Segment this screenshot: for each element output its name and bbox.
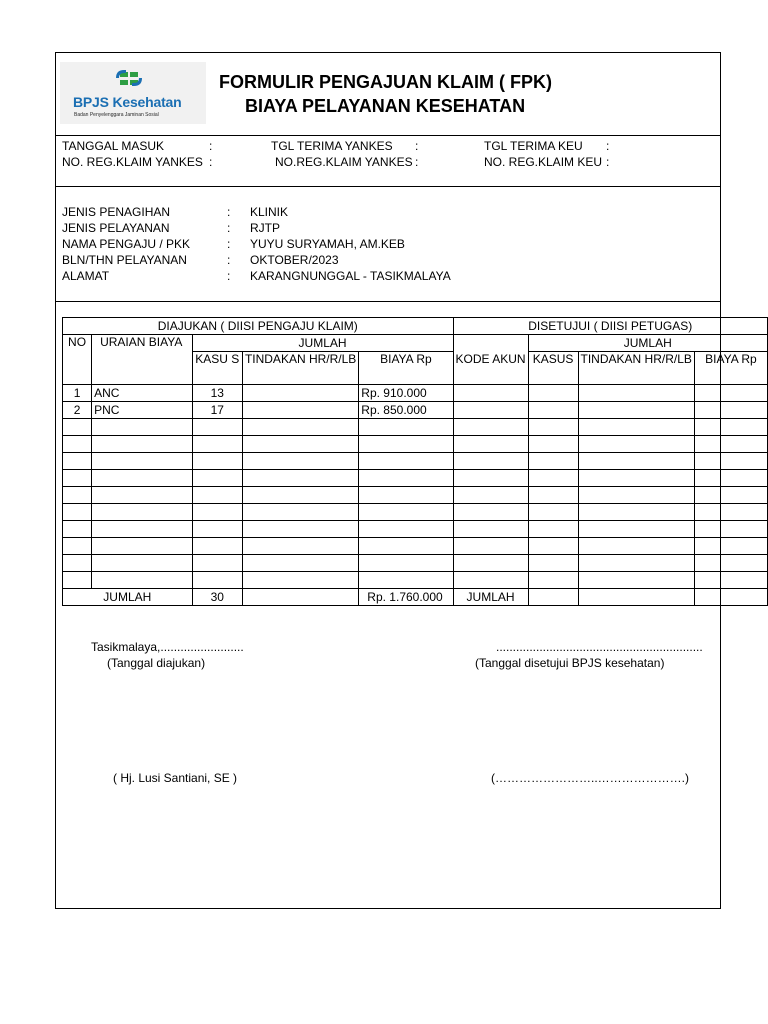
date-caption-left: (Tanggal diajukan) bbox=[107, 656, 206, 670]
info-label: JENIS PELAYANAN bbox=[62, 221, 170, 235]
empty-cell bbox=[92, 487, 193, 504]
empty-cell bbox=[242, 521, 358, 538]
table-row-empty bbox=[63, 487, 768, 504]
header-biaya-right: BIAYA Rp bbox=[694, 352, 767, 385]
cell-kode-akun bbox=[453, 385, 528, 402]
info-value-nama-pengaju: YUYU SURYAMAH, AM.KEB bbox=[250, 237, 405, 251]
empty-cell bbox=[242, 436, 358, 453]
label-tgl-terima-keu: TGL TERIMA KEU bbox=[484, 139, 583, 153]
empty-cell bbox=[528, 470, 578, 487]
header-kasus-right: KASUS bbox=[528, 352, 578, 385]
cell-tindakan-approved bbox=[578, 385, 694, 402]
table-row-empty bbox=[63, 521, 768, 538]
label-tanggal-masuk: TANGGAL MASUK bbox=[62, 139, 165, 153]
cell-uraian: ANC bbox=[92, 385, 193, 402]
empty-cell bbox=[528, 504, 578, 521]
header-kode-akun: KODE AKUN bbox=[453, 335, 528, 385]
empty-cell bbox=[453, 504, 528, 521]
empty-cell bbox=[192, 453, 242, 470]
empty-cell bbox=[359, 419, 453, 436]
empty-cell bbox=[453, 487, 528, 504]
empty-cell bbox=[359, 453, 453, 470]
empty-cell bbox=[694, 521, 767, 538]
empty-cell bbox=[242, 538, 358, 555]
form-title: FORMULIR PENGAJUAN KLAIM ( FPK) bbox=[219, 72, 552, 92]
cell-biaya-approved bbox=[694, 385, 767, 402]
empty-cell bbox=[242, 419, 358, 436]
header-uraian-biaya: URAIAN BIAYA bbox=[92, 335, 193, 385]
table-row-empty bbox=[63, 572, 768, 589]
colon: : bbox=[227, 221, 231, 235]
signer-name-left: ( Hj. Lusi Santiani, SE ) bbox=[113, 771, 238, 785]
empty-cell bbox=[242, 555, 358, 572]
empty-cell bbox=[92, 521, 193, 538]
label-no-reg-klaim-keu: NO. REG.KLAIM KEU bbox=[484, 155, 603, 169]
table-header-row bbox=[63, 335, 768, 352]
cell-no: 2 bbox=[63, 402, 92, 419]
empty-cell bbox=[359, 436, 453, 453]
form-subtitle: BIAYA PELAYANAN KESEHATAN bbox=[245, 96, 526, 116]
empty-cell bbox=[694, 572, 767, 589]
cell-no: 1 bbox=[63, 385, 92, 402]
empty-cell bbox=[242, 572, 358, 589]
empty-cell bbox=[63, 487, 92, 504]
empty-cell bbox=[359, 572, 453, 589]
colon: : bbox=[209, 155, 213, 169]
empty-cell bbox=[694, 470, 767, 487]
total-tindakan bbox=[242, 589, 358, 606]
label-tgl-terima-yankes: TGL TERIMA YANKES bbox=[271, 139, 393, 153]
cell-kode-akun bbox=[453, 402, 528, 419]
empty-cell bbox=[578, 453, 694, 470]
empty-cell bbox=[694, 487, 767, 504]
colon: : bbox=[227, 269, 231, 283]
total-kasus-approved bbox=[528, 589, 578, 606]
empty-cell bbox=[453, 453, 528, 470]
empty-cell bbox=[453, 436, 528, 453]
empty-cell bbox=[192, 470, 242, 487]
info-label: ALAMAT bbox=[62, 269, 110, 283]
table-row-empty bbox=[63, 538, 768, 555]
divider bbox=[56, 135, 720, 136]
empty-cell bbox=[453, 470, 528, 487]
table-row-empty bbox=[63, 453, 768, 470]
empty-cell bbox=[192, 436, 242, 453]
empty-cell bbox=[242, 504, 358, 521]
empty-cell bbox=[578, 538, 694, 555]
header-no: NO bbox=[63, 335, 92, 385]
table-row-empty bbox=[63, 504, 768, 521]
colon: : bbox=[227, 253, 231, 267]
total-tindakan-approved bbox=[578, 589, 694, 606]
empty-cell bbox=[694, 436, 767, 453]
table-row-empty bbox=[63, 419, 768, 436]
empty-cell bbox=[578, 572, 694, 589]
info-label: NAMA PENGAJU / PKK bbox=[62, 237, 191, 251]
empty-cell bbox=[242, 487, 358, 504]
empty-cell bbox=[359, 470, 453, 487]
info-value-jenis-pelayanan: RJTP bbox=[250, 221, 280, 235]
cell-biaya: Rp. 910.000 bbox=[359, 385, 453, 402]
cell-tindakan bbox=[242, 402, 358, 419]
empty-cell bbox=[242, 470, 358, 487]
colon: : bbox=[209, 139, 213, 153]
logo-subtitle: Badan Penyelenggara Jaminan Sosial bbox=[74, 112, 159, 118]
empty-cell bbox=[359, 555, 453, 572]
empty-cell bbox=[694, 555, 767, 572]
header-kasus-left: KASU S bbox=[192, 352, 242, 385]
empty-cell bbox=[359, 487, 453, 504]
empty-cell bbox=[528, 419, 578, 436]
table-row-empty bbox=[63, 470, 768, 487]
group-header-disetujui: DISETUJUI ( DIISI PETUGAS) bbox=[453, 318, 767, 335]
empty-cell bbox=[359, 521, 453, 538]
cell-tindakan-approved bbox=[578, 402, 694, 419]
cell-kasus: 17 bbox=[192, 402, 242, 419]
table-row bbox=[63, 402, 768, 419]
empty-cell bbox=[63, 555, 92, 572]
header-jumlah-right: JUMLAH bbox=[528, 335, 767, 352]
empty-cell bbox=[578, 419, 694, 436]
date-caption-right: (Tanggal disetujui BPJS kesehatan) bbox=[475, 656, 665, 670]
info-value-jenis-penagihan: KLINIK bbox=[250, 205, 289, 219]
table-row bbox=[63, 385, 768, 402]
empty-cell bbox=[63, 470, 92, 487]
empty-cell bbox=[453, 521, 528, 538]
empty-cell bbox=[63, 572, 92, 589]
total-label-right: JUMLAH bbox=[453, 589, 528, 606]
logo-wordmark: BPJS Kesehatan bbox=[73, 94, 182, 110]
empty-cell bbox=[192, 487, 242, 504]
header-tindakan-left: TINDAKAN HR/R/LB bbox=[242, 352, 358, 385]
empty-cell bbox=[192, 419, 242, 436]
empty-cell bbox=[694, 538, 767, 555]
empty-cell bbox=[192, 521, 242, 538]
empty-cell bbox=[694, 504, 767, 521]
empty-cell bbox=[528, 487, 578, 504]
empty-cell bbox=[92, 572, 193, 589]
empty-cell bbox=[92, 538, 193, 555]
empty-cell bbox=[694, 419, 767, 436]
empty-cell bbox=[192, 572, 242, 589]
cell-tindakan bbox=[242, 385, 358, 402]
empty-cell bbox=[359, 538, 453, 555]
empty-cell bbox=[453, 419, 528, 436]
header-biaya-left: BIAYA Rp bbox=[359, 352, 453, 385]
empty-cell bbox=[453, 555, 528, 572]
empty-cell bbox=[578, 436, 694, 453]
cell-biaya-approved bbox=[694, 402, 767, 419]
empty-cell bbox=[63, 521, 92, 538]
info-value-bln-thn: OKTOBER/2023 bbox=[250, 253, 339, 267]
info-label: BLN/THN PELAYANAN bbox=[62, 253, 187, 267]
empty-cell bbox=[528, 521, 578, 538]
empty-cell bbox=[192, 504, 242, 521]
signer-name-right: (……………………..………………….) bbox=[491, 771, 689, 785]
label-no-reg-klaim-yankes: NO.REG.KLAIM YANKES bbox=[275, 155, 413, 169]
table-total-row bbox=[63, 589, 768, 606]
total-biaya: Rp. 1.760.000 bbox=[359, 589, 453, 606]
empty-cell bbox=[578, 487, 694, 504]
divider bbox=[56, 186, 720, 187]
empty-cell bbox=[528, 572, 578, 589]
total-biaya-approved bbox=[694, 589, 767, 606]
empty-cell bbox=[92, 436, 193, 453]
empty-cell bbox=[92, 555, 193, 572]
empty-cell bbox=[92, 419, 193, 436]
table-row-empty bbox=[63, 436, 768, 453]
label-no-reg-yankes: NO. REG.KLAIM YANKES bbox=[62, 155, 203, 169]
colon: : bbox=[415, 155, 419, 169]
bpjs-emblem-icon bbox=[60, 62, 206, 96]
empty-cell bbox=[528, 555, 578, 572]
place-date: Tasikmalaya,......................... bbox=[91, 640, 244, 654]
cell-kasus-approved bbox=[528, 402, 578, 419]
total-label-left: JUMLAH bbox=[63, 589, 193, 606]
empty-cell bbox=[92, 470, 193, 487]
cell-kasus-approved bbox=[528, 385, 578, 402]
colon: : bbox=[415, 139, 419, 153]
cell-kasus: 13 bbox=[192, 385, 242, 402]
info-value-alamat: KARANGNUNGGAL - TASIKMALAYA bbox=[250, 269, 451, 283]
colon: : bbox=[227, 237, 231, 251]
empty-cell bbox=[192, 555, 242, 572]
colon: : bbox=[606, 155, 610, 169]
empty-cell bbox=[528, 538, 578, 555]
empty-cell bbox=[578, 504, 694, 521]
header-jumlah-left: JUMLAH bbox=[192, 335, 453, 352]
empty-cell bbox=[92, 504, 193, 521]
empty-cell bbox=[528, 436, 578, 453]
divider bbox=[56, 301, 720, 302]
empty-cell bbox=[63, 453, 92, 470]
empty-cell bbox=[63, 504, 92, 521]
empty-cell bbox=[453, 572, 528, 589]
claim-table bbox=[62, 317, 768, 606]
cell-biaya: Rp. 850.000 bbox=[359, 402, 453, 419]
group-header-diajukan: DIAJUKAN ( DIISI PENGAJU KLAIM) bbox=[63, 318, 454, 335]
empty-cell bbox=[63, 419, 92, 436]
empty-cell bbox=[242, 453, 358, 470]
empty-cell bbox=[578, 470, 694, 487]
table-group-header-row bbox=[63, 318, 768, 335]
empty-cell bbox=[694, 453, 767, 470]
empty-cell bbox=[453, 538, 528, 555]
empty-cell bbox=[578, 521, 694, 538]
colon: : bbox=[606, 139, 610, 153]
empty-cell bbox=[92, 453, 193, 470]
empty-cell bbox=[63, 436, 92, 453]
empty-cell bbox=[578, 555, 694, 572]
colon: : bbox=[227, 205, 231, 219]
total-kasus: 30 bbox=[192, 589, 242, 606]
empty-cell bbox=[192, 538, 242, 555]
empty-cell bbox=[528, 453, 578, 470]
empty-cell bbox=[63, 538, 92, 555]
bpjs-logo bbox=[60, 62, 206, 124]
info-label: JENIS PENAGIHAN bbox=[62, 205, 171, 219]
cell-uraian: PNC bbox=[92, 402, 193, 419]
header-tindakan-right: TINDAKAN HR/R/LB bbox=[578, 352, 694, 385]
empty-cell bbox=[359, 504, 453, 521]
date-dots-right: .............................................................. bbox=[496, 640, 703, 654]
table-row-empty bbox=[63, 555, 768, 572]
